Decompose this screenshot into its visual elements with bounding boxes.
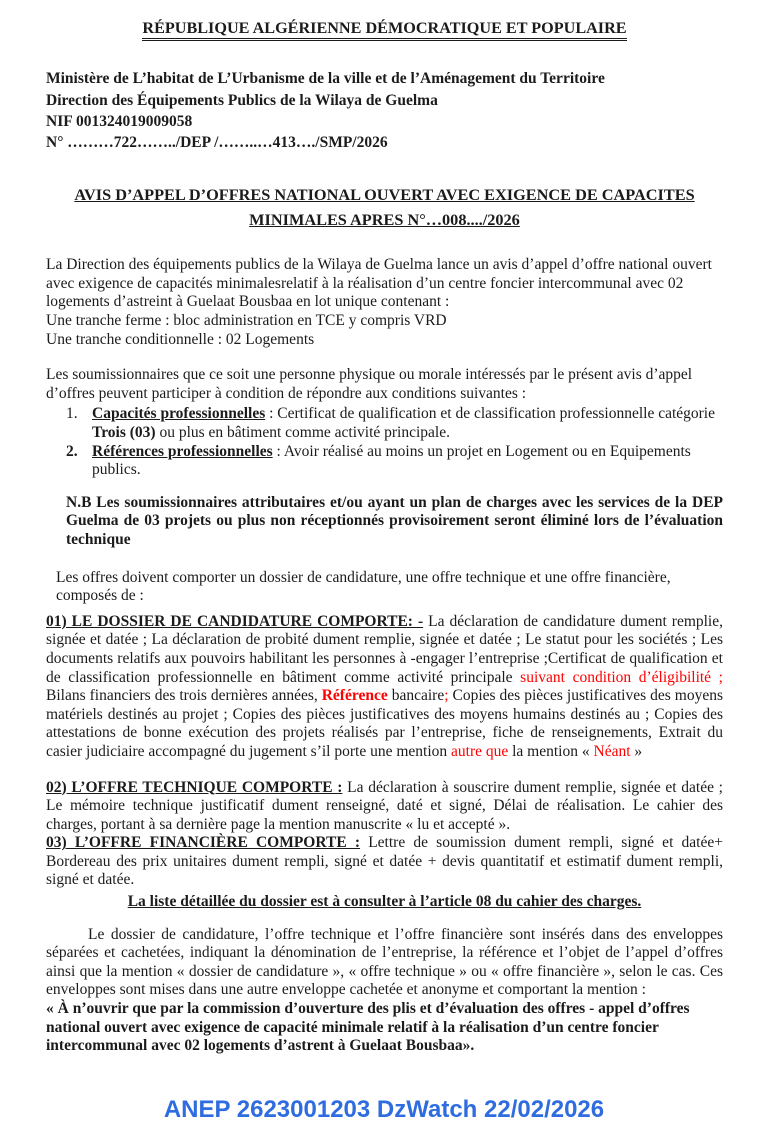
conditions-intro: Les soumissionnaires que ce soit une personne physique ou morale intéressés par le présent avis d’appel d’offres peuvent participer à condition de répondre aux conditions suivantes : bbox=[46, 366, 693, 402]
dossier-list-notice: La liste détaillée du dossier est à consulter à l’article 08 du cahier des charges. bbox=[127, 893, 642, 911]
section-01-heading: 01) LE DOSSIER DE CANDIDATURE COMPORTE: - bbox=[46, 612, 424, 630]
republic-heading-text: RÉPUBLIQUE ALGÉRIENNE DÉMOCRATIQUE ET POPULAIRE bbox=[142, 19, 626, 41]
intro-paragraph: La Direction des équipements publics de la Wilaya de Guelma lance un avis d’appel d’offre national ouvert avec exigence de capacités minimalesrelatif à la réalisation d’un centre foncier intercommunal avec 02 logements d’astreint à Guelaat Bousbaa en lot unique contenant : bbox=[46, 256, 712, 311]
section-dossier-candidature bbox=[46, 613, 723, 762]
condition-1-separator: : bbox=[265, 405, 278, 423]
condition-1-marker: 1. bbox=[66, 405, 78, 423]
section-01-text-6: » bbox=[630, 742, 643, 760]
intro-section bbox=[46, 256, 723, 349]
ministry-line: Ministère de L’habitat de L’Urbanisme de la ville et de l’Aménagement du Territoire bbox=[46, 70, 605, 88]
condition-1-body: Certificat de qualification et de classification professionnelle catégorie bbox=[277, 405, 715, 423]
section-02-heading: 02) L’OFFRE TECHNIQUE COMPORTE : bbox=[46, 778, 343, 796]
notice-title-line2: MINIMALES APRES N°…008..../2026 bbox=[249, 210, 520, 229]
section-01-text-1: La déclaration de candidature dument remplie, signée et datée ; La déclaration de probité dument remplie, signée et datée ; Le statut pour les sociétés ; Les documents relatifs aux pouvoirs habilitant les personnes à -engager l’entreprise ;Certificat de qualification et de classification professionnelle en bâtiment comme activité principale bbox=[46, 612, 723, 686]
anep-footer: ANEP 2623001203 DzWatch 22/02/2026 bbox=[163, 1096, 605, 1123]
section-01-text-3: bancaire bbox=[387, 687, 445, 705]
notice-title bbox=[46, 182, 723, 233]
condition-item-2 bbox=[66, 443, 723, 480]
direction-line: Direction des Équipements Publics de la Wilaya de Guelma bbox=[46, 91, 438, 109]
condition-2-label: Références professionnelles bbox=[92, 442, 273, 460]
tranche-conditionnelle-line: Une tranche conditionnelle : 02 Logements bbox=[46, 330, 315, 348]
tranche-ferme-line: Une tranche ferme : bloc administration en TCE y compris VRD bbox=[46, 312, 447, 330]
org-block bbox=[46, 68, 723, 152]
condition-1-body-end: ou plus en bâtiment comme activité principale. bbox=[155, 424, 450, 441]
notice-title-row1 bbox=[46, 182, 723, 207]
nb-note: N.B Les soumissionnaires attributaires et/ou ayant un plan de charges avec les services de la DEP Guelma de 03 projets ou plus non réceptionnés provisoirement seront éliminé lors de l’évaluation technique bbox=[66, 493, 723, 548]
section-offre-technique bbox=[46, 779, 723, 835]
section-01-red-neant: Néant bbox=[593, 742, 631, 760]
section-01-text-2: Bilans financiers des trois dernières années, bbox=[46, 687, 322, 705]
section-03-heading: 03) L’OFFRE FINANCIÈRE COMPORTE : bbox=[46, 834, 361, 852]
envelope-mention: « À n’ouvrir que par la commission d’ouverture des plis et d’évaluation des offres - appel d’offres national ouvert avec exigence de capacité minimale relatif à la réalisation d’un centre foncier intercommunal avec 02 logements d’astrent à Guelaat Bousbaa». bbox=[46, 1000, 690, 1055]
condition-1-category: Trois (03) bbox=[92, 424, 156, 441]
condition-2-body: Avoir réalisé au moins un projet en Logement ou en Equipements publics. bbox=[92, 442, 691, 479]
section-01-text-5: la mention « bbox=[508, 742, 594, 760]
condition-2-separator: : bbox=[272, 442, 284, 460]
section-01-red-reference: Référence bbox=[321, 687, 388, 705]
nif-line: NIF 001324019009058 bbox=[46, 112, 193, 130]
condition-item-1 bbox=[66, 405, 723, 442]
section-01-red-eligibility: suivant condition d’éligibilité ; bbox=[520, 668, 723, 686]
conditions-list bbox=[46, 405, 723, 479]
reference-number-line: N° ………722……../DEP /……..…413…./SMP/2026 bbox=[46, 133, 388, 151]
condition-1-label: Capacités professionnelles bbox=[92, 405, 266, 423]
offers-intro: Les offres doivent comporter un dossier de candidature, une offre technique et une offre financière, composés de : bbox=[56, 568, 671, 605]
condition-1-text bbox=[92, 405, 723, 442]
section-03-text: Lettre de soumission dument rempli, signé et datée+ Bordereau des prix unitaires dument rempli, signé et datée + devis quantitatif et estimatif dument rempli, signé et datée. bbox=[46, 834, 723, 889]
section-02-text: La déclaration à souscrire dument remplie, signée et datée ; Le mémoire technique justificatif dument renseigné, daté et signé, Délai de réalisation. Le cahier des charges, portant à sa dernière page la mention manuscrite « lu et accepté ». bbox=[46, 778, 723, 833]
envelopes-paragraph: Le dossier de candidature, l’offre technique et l’offre financière sont insérés dans des enveloppes séparées et cachetées, indiquant la dénomination de l’entreprise, la référence et l’objet de l’appel d’offres ainsi que la mention « dossier de candidature », « offre technique » ou « offre financière », selon le cas. Ces enveloppes sont mises dans une autre enveloppe cachetée et anonyme et comportant la mention : bbox=[46, 925, 723, 999]
section-01-red-autre-que: autre que bbox=[451, 742, 509, 760]
condition-2-text bbox=[92, 443, 723, 480]
notice-title-row2 bbox=[46, 207, 723, 232]
section-offre-financiere bbox=[46, 834, 723, 890]
section-01-red-semicolon: ; bbox=[444, 687, 449, 705]
notice-title-line1: AVIS D’APPEL D’OFFRES NATIONAL OUVERT AVEC EXIGENCE DE CAPACITES bbox=[74, 184, 695, 204]
section-01-text-4: Copies des pièces justificatives des moyens matériels destinés au projet ; Copies des pièces justificatives des moyens humains destinés au ; Copies des attestations de bonne exécution des projets réalisés par l’entreprise, fiche de renseignements, Extrait du casier judiciaire accompagné du jugement s’il porte une mention bbox=[46, 687, 723, 760]
condition-2-marker: 2. bbox=[66, 442, 78, 460]
republic-heading bbox=[46, 19, 723, 38]
